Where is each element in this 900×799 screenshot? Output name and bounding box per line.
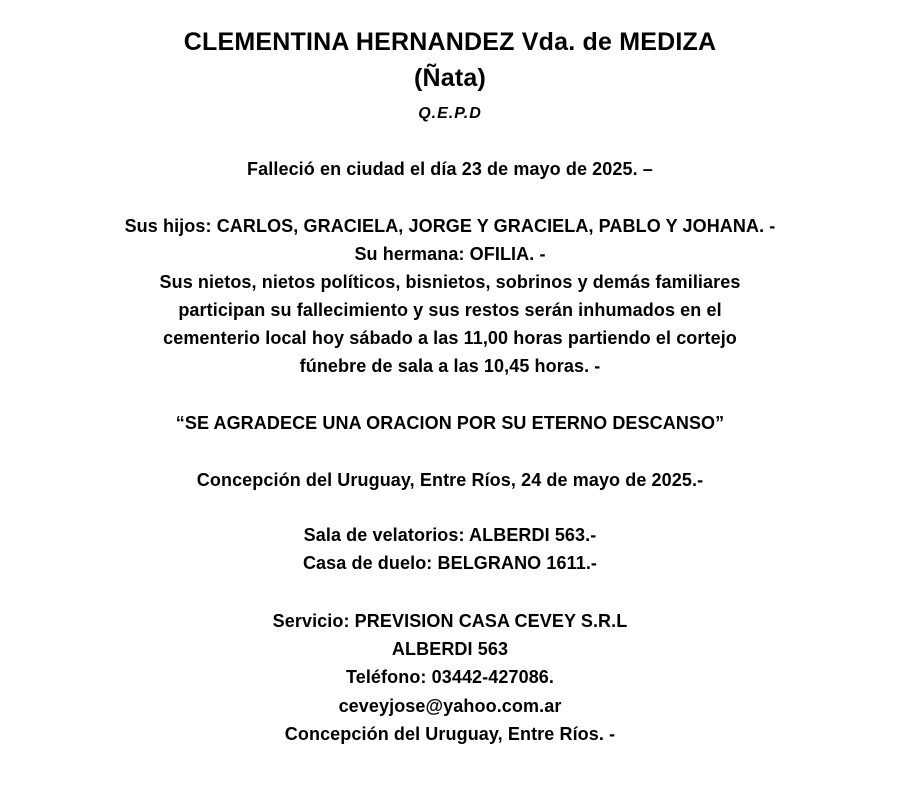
announcement-line: Sus nietos, nietos políticos, bisnietos, sobrinos y demás familiares [159, 272, 741, 292]
wake-room-line: Sala de velatorios: ALBERDI 563.- [303, 525, 597, 545]
deceased-nickname: (Ñata) [413, 64, 487, 92]
prayer-request: “SE AGRADECE UNA ORACION POR SU ETERNO DESCANSO” [175, 413, 725, 433]
death-notice: Falleció en ciudad el día 23 de mayo de 2025. – [247, 159, 653, 179]
qepd-label: Q.E.P.D [418, 105, 482, 122]
sister-line: Su hermana: OFILIA. - [354, 244, 546, 264]
service-provider: Servicio: PREVISION CASA CEVEY S.R.L [272, 611, 628, 631]
deceased-name: CLEMENTINA HERNANDEZ Vda. de MEDIZA [183, 28, 717, 56]
children-line: Sus hijos: CARLOS, GRACIELA, JORGE Y GRACIELA, PABLO Y JOHANA. - [124, 216, 776, 236]
service-address: ALBERDI 563 [391, 639, 509, 659]
service-phone: Teléfono: 03442-427086. [345, 667, 555, 687]
mourning-house-line: Casa de duelo: BELGRANO 1611.- [302, 553, 598, 573]
service-email: ceveyjose@yahoo.com.ar [338, 696, 562, 716]
service-city: Concepción del Uruguay, Entre Ríos. - [284, 724, 616, 744]
announcement-line: participan su fallecimiento y sus restos serán inhumados en el [178, 300, 722, 320]
announcement-line: cementerio local hoy sábado a las 11,00 horas partiendo el cortejo [163, 328, 737, 348]
announcement-line: fúnebre de sala a las 10,45 horas. - [299, 356, 601, 376]
place-date: Concepción del Uruguay, Entre Ríos, 24 de mayo de 2025.- [196, 470, 704, 490]
